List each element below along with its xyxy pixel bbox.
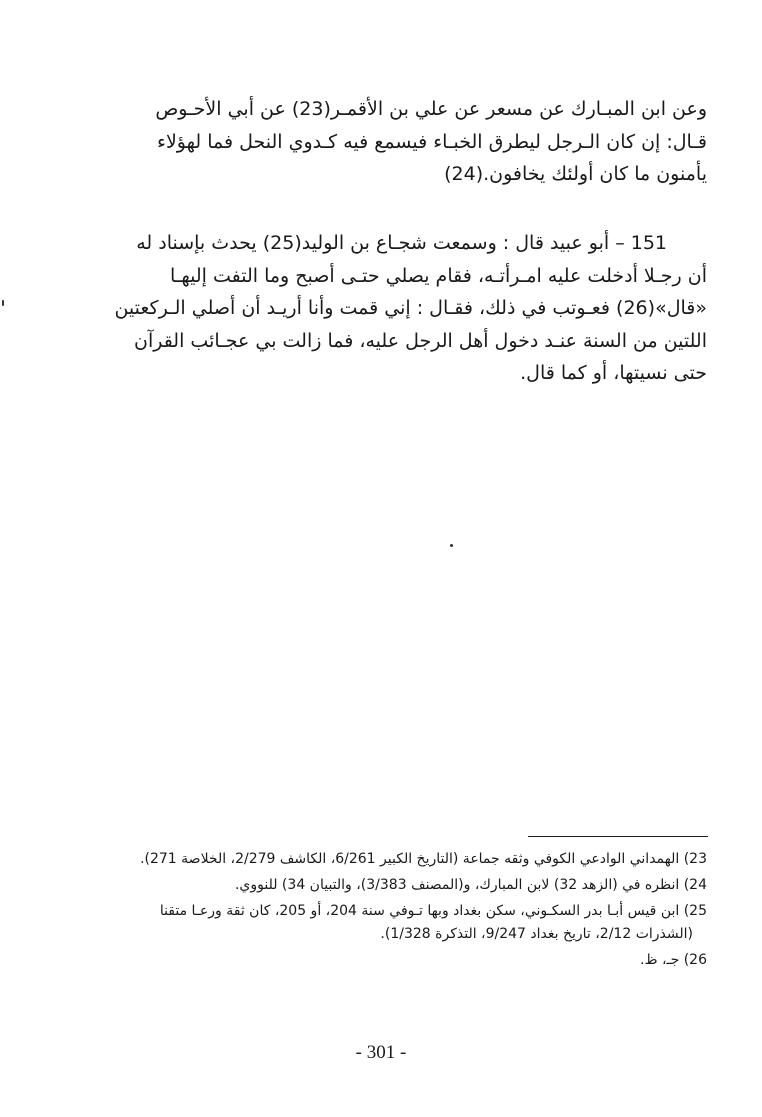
footnotes-list: [95, 848, 707, 972]
print-speck: [450, 544, 453, 547]
footnote-24: 24) انظره في (الزهد 32) لابن المبارك، و(المصنف 3/383)، والتبيان 34) للنووي.: [234, 877, 707, 893]
paragraph-1-line-3: يأمنون ما كان أولئك يخافون.(24): [444, 163, 707, 185]
page-number: - 301 -: [355, 1042, 407, 1063]
footnote-23: 23) الهمداني الوادعي الكوفي وثقه جماعة (التاريخ الكبير 6/261، الكاشف 2/279، الخلاصة 271).: [140, 851, 707, 867]
paragraph-1: [95, 93, 707, 191]
paragraph-2-line-3: «قال»(26) فعـوتب في ذلك، فقـال : إني قمت وأنا أريـد أن أصلي الـركعتين: [114, 297, 707, 319]
paragraph-2-line-4: اللتين من السنة عنـد دخول أهل الرجل عليه، فما زالت بي عجـائب القرآن: [133, 329, 707, 352]
paragraph-2-line-5: حتى نسيتها، أو كما قال.: [520, 362, 707, 384]
paragraph-2: [95, 227, 707, 390]
paragraph-1-line-1: وعن ابن المبـارك عن مسعر عن علي بن الأقمـر(23) عن أبي الأحـوص: [155, 98, 707, 120]
footnote-divider: [528, 836, 708, 837]
footnote-26: 26) جـ، ظ.: [640, 952, 707, 968]
print-speck: [2, 300, 4, 306]
paragraph-1-line-2: قـال: إن كان الـرجل ليطرق الخبـاء فيسمع فيه كـدوي النحل فما لهؤلاء: [157, 130, 707, 153]
footnote-25-continuation: (الشذرات 2/12، تاريخ بغداد 9/247، التذكرة 1/328).: [380, 926, 693, 942]
paragraph-2-line-2: أن رجـلا أدخلت عليه امـرأتـه، فقام يصلي حتـى أصبح وما التفت إليهـا: [170, 264, 707, 287]
paragraph-2-line-1: 151 – أبو عبيد قال : وسمعت شجـاع بن الوليد(25) يحدث بإسناد له: [136, 232, 667, 254]
footnote-25: 25) ابن قيس أبـا بدر السكـوني، سكن بغداد وبها تـوفي سنة 204، أو 205، كان ثقة ورعـا متقنا: [159, 903, 707, 919]
